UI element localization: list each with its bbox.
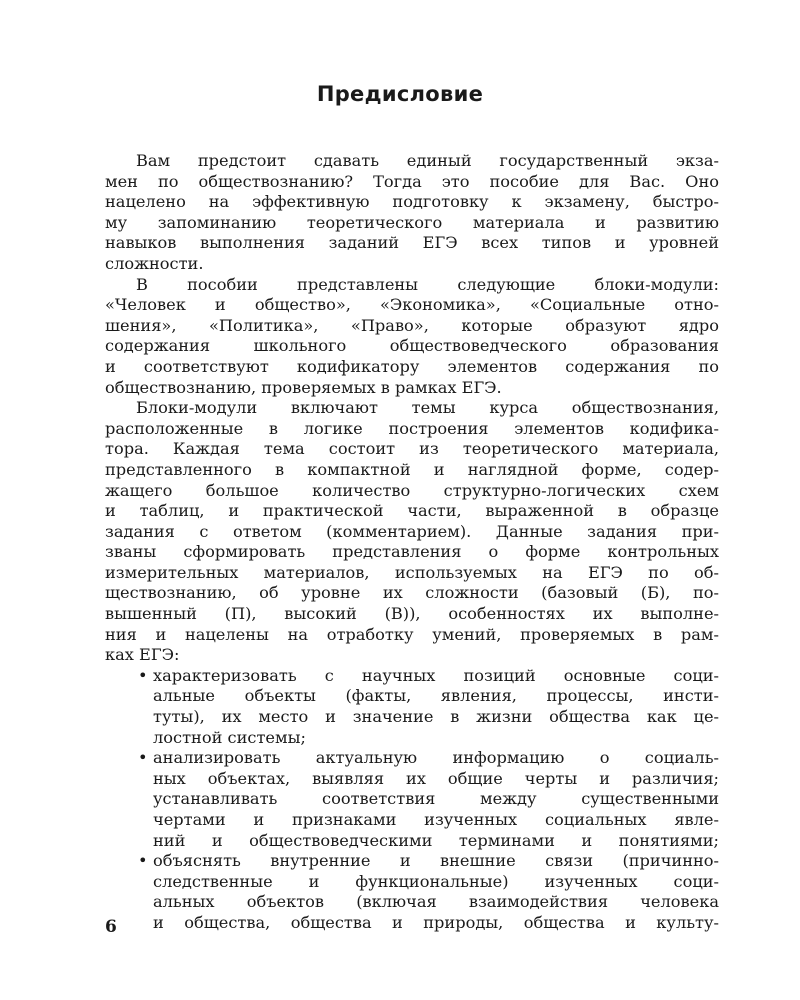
page-body <box>105 151 719 934</box>
bullet-icon: • <box>138 665 148 685</box>
text-line: задания с ответом (комментарием). Данные задания при- <box>105 521 719 541</box>
text-line: содержания школьного обществоведческого образования <box>105 336 719 356</box>
list-item <box>105 666 719 748</box>
bullet-icon: • <box>138 748 148 768</box>
text-line: ний и обществоведческими терминами и понятиями; <box>153 830 719 850</box>
text-line: и таблиц, и практической части, выраженной в образце <box>105 501 719 521</box>
text-line <box>105 666 719 687</box>
text-line <box>105 851 719 872</box>
text-line: лостной системы; <box>153 727 306 747</box>
page-number: 6 <box>105 917 117 937</box>
text-line: следственные и функциональные) изученных соци- <box>153 871 719 891</box>
text-line: ния и нацелены на отработку умений, проверяемых в рам- <box>105 624 719 644</box>
text-line: устанавливать соответствия между существенными <box>153 789 719 809</box>
text-line: вышенный (П), высокий (В)), особенностях их выполне- <box>105 604 719 624</box>
text-line: «Человек и общество», «Экономика», «Социальные отно- <box>105 295 719 315</box>
paragraph-1 <box>105 151 719 275</box>
bullet-list <box>105 666 719 934</box>
text-line: мен по обществознанию? Тогда это пособие для Вас. Оно <box>105 171 719 191</box>
bullet-icon: • <box>138 851 148 871</box>
text-line: альные объекты (факты, явления, процессы, инсти- <box>153 686 719 706</box>
text-line: нацелено на эффективную подготовку к экзамену, быстро- <box>105 192 719 212</box>
text-line: шения», «Политика», «Право», которые образуют ядро <box>105 315 719 335</box>
text-line: званы сформировать представления о форме контрольных <box>105 542 719 562</box>
list-item <box>105 748 719 851</box>
list-item-text: характеризовать с научных позиций основные соци- <box>153 665 719 685</box>
text-line: чертами и признаками изученных социальных явле- <box>153 810 719 829</box>
text-line: му запоминанию теоретического материала и развитию <box>105 212 719 232</box>
page-title: Предисловие <box>316 82 484 106</box>
text-line: В пособии представлены следующие блоки-модули: <box>136 274 719 294</box>
text-line: тора. Каждая тема состоит из теоретического материала, <box>105 439 719 459</box>
list-item-text: анализировать актуальную информацию о социаль- <box>153 748 719 768</box>
text-line: расположенные в логике построения элементов кодифика- <box>105 418 719 438</box>
text-line: альных объектов (включая взаимодействия человека <box>153 892 719 912</box>
paragraph-3 <box>105 398 719 666</box>
text-line: измерительных материалов, используемых на ЕГЭ по об- <box>105 562 719 582</box>
paragraph-2 <box>105 275 719 399</box>
text-line: сложности. <box>105 253 204 273</box>
text-line: навыков выполнения заданий ЕГЭ всех типов и уровней <box>105 233 719 253</box>
text-line: Блоки-модули включают темы курса обществознания, <box>136 398 719 418</box>
text-line: туты), их место и значение в жизни общества как це- <box>153 707 719 727</box>
text-line: представленного в компактной и наглядной форме, содер- <box>105 459 719 479</box>
text-line: ществознанию, об уровне их сложности (базовый (Б), по- <box>105 583 719 603</box>
text-line: ках ЕГЭ: <box>105 645 180 665</box>
text-line: жащего большое количество структурно-логических схем <box>105 480 719 500</box>
text-line: Вам предстоит сдавать единый государственный экза- <box>136 151 719 170</box>
list-item <box>105 851 719 933</box>
list-item-text: объяснять внутренние и внешние связи (причинно- <box>153 851 719 871</box>
text-line <box>105 748 719 769</box>
text-line: и общества, общества и природы, общества и культу- <box>153 912 719 932</box>
text-line: и соответствуют кодификатору элементов содержания по <box>105 356 719 376</box>
text-line: обществознанию, проверяемых в рамках ЕГЭ. <box>105 377 502 397</box>
text-line: ных объектах, выявляя их общие черты и различия; <box>153 768 719 788</box>
